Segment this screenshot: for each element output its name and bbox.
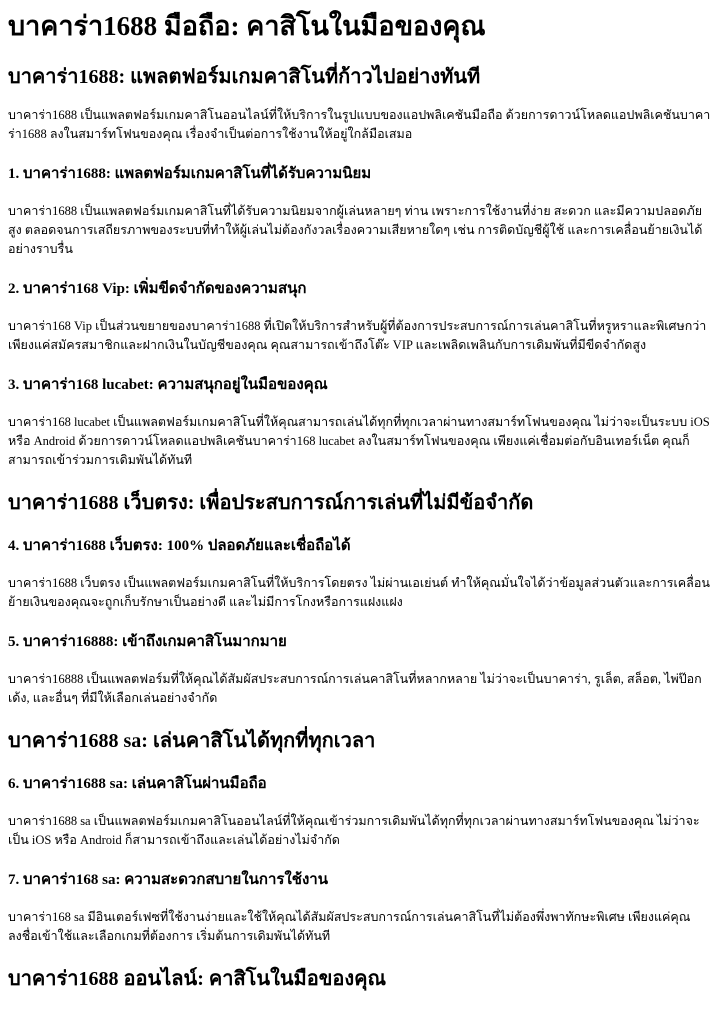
item-body-7: บาคาร่า168 sa มีอินเตอร์เฟซที่ใช้งานง่ายและใช้ให้คุณได้สัมผัสประสบการณ์การเล่นคาสิโนที่ไม่ต้องพึ่งพาทักษะพิเศษ เพียงแค่คุณลงชื่อเข้าใช้และเลือกเกมที่ต้องการ เริ่มต้นการเดิมพันได้ทันที [8, 910, 691, 943]
item-heading-7: 7. บาคาร่า168 sa: ความสะดวกสบายในการใช้งาน [8, 872, 328, 888]
item-heading-1: 1. บาคาร่า1688: แพลตฟอร์มเกมคาสิโนที่ได้รับความนิยม [8, 166, 372, 182]
item-heading-2: 2. บาคาร่า168 Vip: เพิ่มขีดจำกัดของความสนุก [8, 281, 307, 297]
item-heading-3: 3. บาคาร่า168 lucabet: ความสนุกอยู่ในมือของคุณ [8, 377, 328, 393]
section-heading-1: บาคาร่า1688: แพลตฟอร์มเกมคาสิโนที่ก้าวไปอย่างทันที [8, 66, 481, 88]
item-body-2: บาคาร่า168 Vip เป็นส่วนขยายของบาคาร่า1688 ที่เปิดให้บริการสำหรับผู้ที่ต้องการประสบการณ์การเล่นคาสิโนที่หรูหราและพิเศษกว่า เพียงแค่สมัครสมาชิกและฝากเงินในบัญชีของคุณ คุณสามารถเข้าถึงโต๊ะ VIP และเพลิดเพลินกับการเดิมพันที่มีขีดจำกัดสูง [8, 319, 707, 352]
section-heading-2: บาคาร่า1688 เว็บตรง: เพื่อประสบการณ์การเล่นที่ไม่มีข้อจำกัด [8, 492, 534, 514]
item-body-4: บาคาร่า1688 เว็บตรง เป็นแพลตฟอร์มเกมคาสิโนที่ให้บริการโดยตรง ไม่ผ่านเอเย่นต์ ทำให้คุณมั่นใจได้ว่าข้อมูลส่วนตัวและการเคลื่อนย้ายเงินของคุณจะถูกเก็บรักษาเป็นอย่างดี และไม่มีการโกงหรือการแฝงแฝง [8, 576, 710, 609]
section-heading-4: บาคาร่า1688 ออนไลน์: คาสิโนในมือของคุณ [8, 968, 387, 990]
item-heading-5: 5. บาคาร่า16888: เข้าถึงเกมคาสิโนมากมาย [8, 634, 287, 650]
item-heading-6: 6. บาคาร่า1688 sa: เล่นคาสิโนผ่านมือถือ [8, 776, 267, 792]
item-body-3: บาคาร่า168 lucabet เป็นแพลตฟอร์มเกมคาสิโนที่ให้คุณสามารถเล่นได้ทุกที่ทุกเวลาผ่านทางสมาร์ทโฟนของคุณ ไม่ว่าจะเป็นระบบ iOS หรือ Android ด้วยการดาวน์โหลดแอปพลิเคชันบาคาร่า168 lucabet ลงในสมาร์ทโฟนของคุณ เพียงแค่เชื่อมต่อกับอินเทอร์เน็ต คุณก็สามารถเข้าร่วมการเดิมพันได้ทันที [8, 415, 710, 467]
page-title: บาคาร่า1688 มือถือ: คาสิโนในมือของคุณ [8, 11, 486, 41]
item-body-6: บาคาร่า1688 sa เป็นแพลตฟอร์มเกมคาสิโนออนไลน์ที่ให้คุณเข้าร่วมการเดิมพันได้ทุกที่ทุกเวลาผ่านทางสมาร์ทโฟนของคุณ ไม่ว่าจะเป็น iOS หรือ Android ก็สามารถเข้าถึงและเล่นได้อย่างไม่จำกัด [8, 814, 700, 847]
item-body-1: บาคาร่า1688 เป็นแพลตฟอร์มเกมคาสิโนที่ได้รับความนิยมจากผู้เล่นหลายๆ ท่าน เพราะการใช้งานที่ง่าย สะดวก และมีความปลอดภัยสูง ตลอดจนการเสถียรภาพของระบบที่ทำให้ผู้เล่นไม่ต้องกังวลเรื่องความเสียหายใดๆ เช่น การติดบัญชีผู้ใช้ และการเคลื่อนย้ายเงินได้อย่างราบรื่น [8, 204, 703, 256]
section-intro-1: บาคาร่า1688 เป็นแพลตฟอร์มเกมคาสิโนออนไลน์ที่ให้บริการในรูปแบบของแอปพลิเคชันมือถือ ด้วยการดาวน์โหลดแอปพลิเคชันบาคาร่า1688 ลงในสมาร์ทโฟนของคุณ เรื่องจำเป็นต่อการใช้งานให้อยู่ใกล้มือเสมอ [8, 108, 711, 141]
item-body-5: บาคาร่า16888 เป็นแพลตฟอร์มที่ให้คุณได้สัมผัสประสบการณ์การเล่นคาสิโนที่หลากหลาย ไม่ว่าจะเป็นบาคาร่า, รูเล็ต, สล็อต, ไพ่ป๊อกเด้ง, และอื่นๆ ที่มีให้เลือกเล่นอย่างจำกัด [8, 672, 702, 705]
item-heading-4: 4. บาคาร่า1688 เว็บตรง: 100% ปลอดภัยและเชื่อถือได้ [8, 538, 351, 554]
section-heading-3: บาคาร่า1688 sa: เล่นคาสิโนได้ทุกที่ทุกเวลา [8, 730, 376, 752]
